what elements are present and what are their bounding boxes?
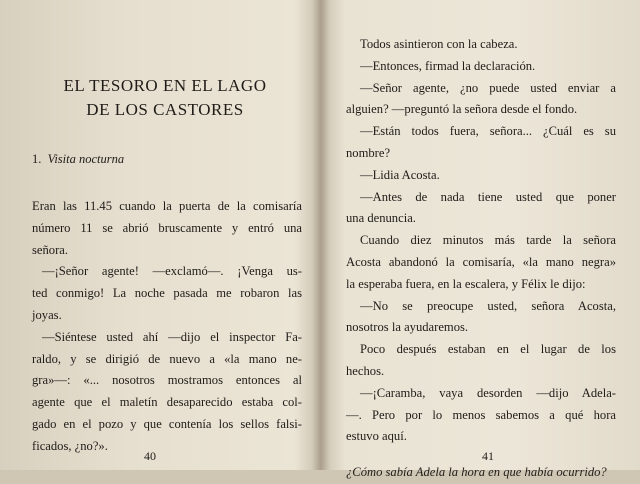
text-line: número 11 se abrió bruscamente y entró una: [32, 220, 302, 235]
text-line: —¡Señor agente! —exclamó—. ¡Venga us-: [42, 264, 302, 279]
text-line: alguien? —preguntó la señora desde el fondo.: [346, 102, 578, 117]
text-line: Todos asintieron con la cabeza.: [360, 37, 518, 51]
text-line: Eran las 11.45 cuando la puerta de la comisaría: [32, 199, 302, 213]
text-line: ted conmigo! La noche pasada me robaron las: [32, 286, 302, 301]
text-line: —Lidia Acosta.: [360, 167, 440, 182]
text-line: Acosta abandonó la comisaría, «la mano negra»: [346, 254, 616, 269]
section-heading: [32, 152, 124, 167]
text-line: —¡Caramba, vaya desorden —dijo Adela-: [360, 385, 616, 400]
right-page-text: [346, 34, 616, 484]
page-number-left: 40: [144, 449, 156, 463]
left-page: [0, 0, 320, 470]
page-number-right: 41: [482, 449, 494, 463]
text-line: agente que el maletín desaparecido estaba col-: [32, 395, 302, 410]
text-line: ficados, ¿no?».: [32, 438, 108, 453]
left-page-text: [32, 196, 302, 458]
text-line: joyas.: [32, 307, 62, 322]
text-line: gra»—: «... nosotros mostramos entonces al: [32, 373, 302, 388]
chapter-question: ¿Cómo sabía Adela la hora en que había ocurrido?: [346, 465, 607, 480]
text-line: Cuando diez minutos más tarde la señora: [360, 233, 616, 248]
text-line: raldo, y se dirigió de nuevo a «la mano ne-: [32, 351, 302, 366]
chapter-title: [30, 74, 300, 122]
text-line: señora.: [32, 242, 69, 257]
text-line: una denuncia.: [346, 211, 416, 226]
text-line: —Antes de nada tiene usted que poner: [360, 189, 616, 204]
text-line: la esperaba fuera, en la escalera, y Félix le dijo:: [346, 276, 586, 291]
text-line: estuvo aquí.: [346, 429, 407, 444]
text-line: nombre?: [346, 145, 391, 160]
chapter-title-line: EL TESORO EN EL LAGO: [63, 76, 267, 95]
text-line: —Señor agente, ¿no puede usted enviar a: [360, 80, 616, 95]
text-line: Poco después estaban en el lugar de los: [360, 342, 616, 357]
section-number: 1.: [32, 152, 42, 166]
text-line: hechos.: [346, 363, 385, 378]
text-line: —. Pero por lo menos sabemos a qué hora: [346, 407, 616, 422]
text-line: gado en el pozo y que contenía los sellos falsi-: [32, 416, 302, 431]
text-line: —No se preocupe usted, señora Acosta,: [360, 298, 616, 313]
right-page: [322, 0, 640, 480]
section-title: Visita nocturna: [47, 152, 125, 166]
chapter-title-line: DE LOS CASTORES: [86, 100, 244, 119]
text-line: —Entonces, firmad la declaración.: [360, 58, 536, 73]
text-line: —Siéntese usted ahí —dijo el inspector Fa-: [42, 329, 302, 344]
text-line: —Están todos fuera, señora... ¿Cuál es su: [360, 124, 616, 139]
text-line: nosotros la ayudaremos.: [346, 320, 469, 335]
